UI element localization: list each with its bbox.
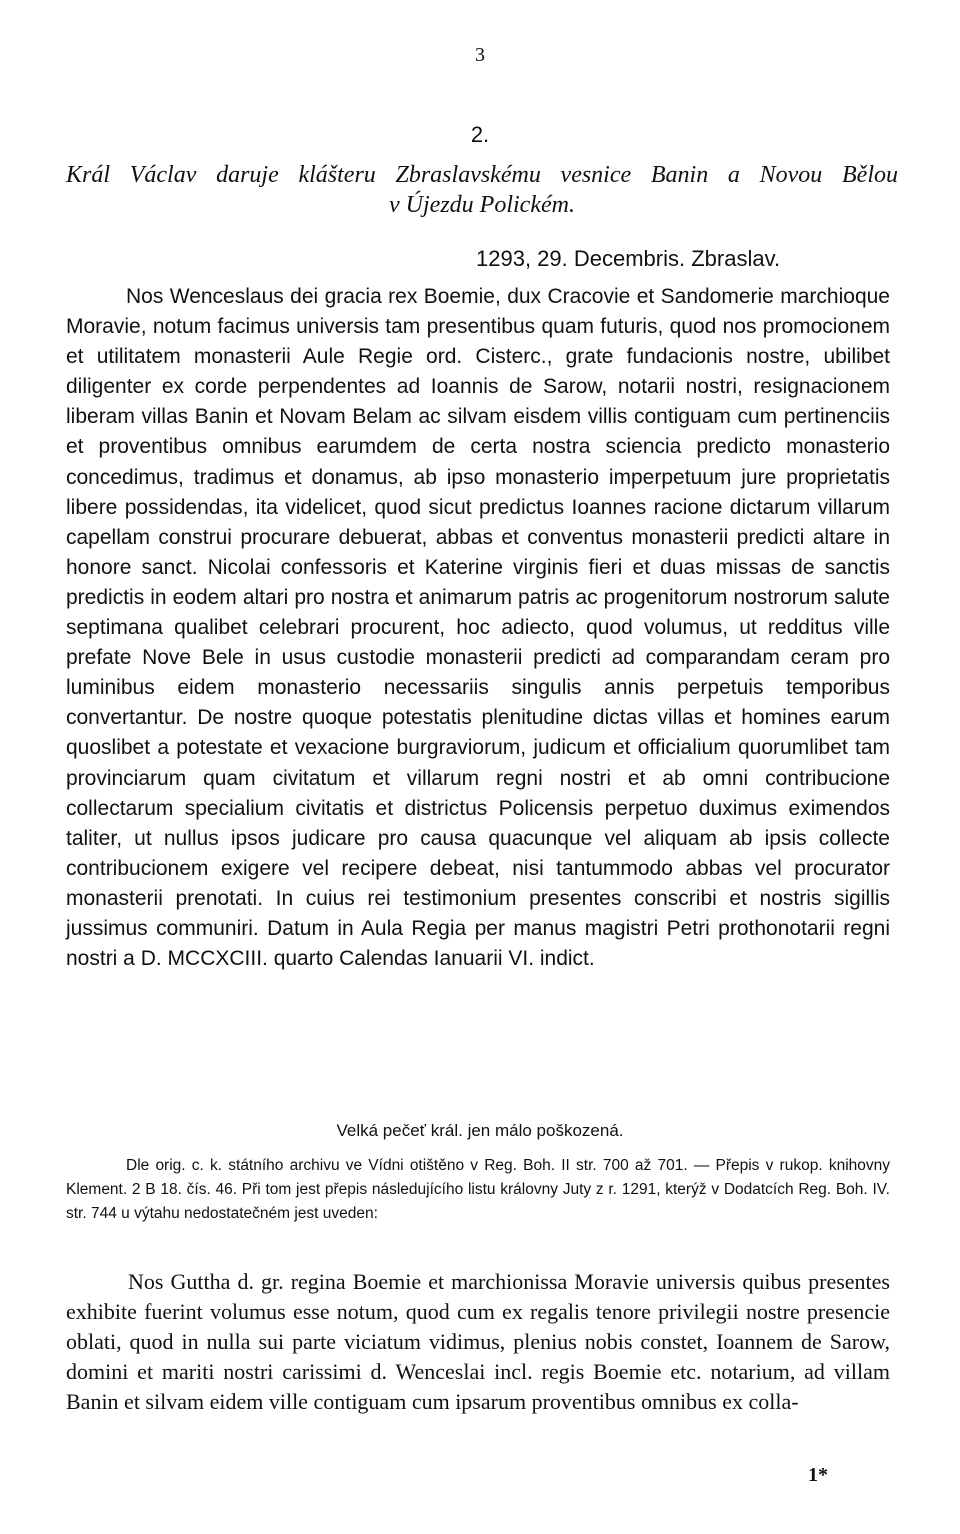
seal-note: Velká pečeť král. jen málo poškozená. xyxy=(336,1121,624,1140)
title-line-2: v Újezdu Polickém. xyxy=(389,192,575,218)
dateline: 1293, 29. Decembris. Zbraslav. xyxy=(476,246,781,271)
charter-text: Nos Wenceslaus dei gracia rex Boemie, dux Cracovie et Sandomerie marchioque Moravie, notum facimus universis tam presentibus quam futuris, quod nos promocionem et utilitatem monasterii Aule Regie ord. Cisterc., grate fundacionis nostre, ubilibet diligenter ex corde perpendentes ad Ioannis de Sarow, notarii nostri, resignacionem liberam villas Banin et Novam Belam ac silvam eisdem villis contiguam cum pertinenciis et proventibus omnibus earumdem de certa nostra sciencia predicto monasterio concedimus, tradimus et donamus, ab ipso monasterio imperpetuum jure proprietatis libere possidendas, ita videlicet, quod sicut predictus Ioannes racione dictarum villarum capellam construi procurare debuerat, abbas et conventus monasterii predicti altare in honore sanct. Nicolai confessoris et Katerine virginis fieri et duas missas de sanctis predictis in eodem altari pro nostra et animarum patris ac progenitorum nostrorum salute septimana qualibet celebrari procurent, hoc adiecto, quod volumus, ut redditus ville prefate Nove Bele in usus custodie monasterii predicti ad comparandam ceram pro luminibus eidem monasterio necessariis singulis annis perpetuis temporibus convertantur. De nostre quoque potestatis plenitudine dictas villas et homines earum quoslibet a potestate et vexacione burgraviorum, judicum et officialium quorumlibet tam provinciarum quam civitatum et villarum regni nostri et ab omni contribucione collectarum specialium civitatis et districtus Policensis perpetuo duximus eximendos taliter, ut nullus ipsos judicare pro causa quacunque vel aliquam ab ipsis collecte contribucionem exigere vel recipere debeat, nisi tantummodo abbas vel procurator monasterii prenotati. In cuius rei testimonium presentes conscribi et nostris sigillis jussimus communiri. Datum in Aula Regia per manus magistri Petri prothonotarii regni nostri a D. MCCXCIII. quarto Calendas Ianuarii VI. indict. xyxy=(66,285,890,971)
page-number: 3 xyxy=(475,44,485,66)
signature-mark: 1* xyxy=(808,1464,828,1486)
source-note: Dle orig. c. k. státního archivu ve Vídni otištěno v Reg. Boh. II str. 700 až 701. — Přepis v rukop. knihovny Klement. 2 B 18. čís. 46. Při tom jest přepis následujícího listu královny Juty z r. 1291, kterýž v Dodatcích Reg. Boh. IV. str. 744 u výtahu nedostatečném jest uveden: xyxy=(66,1157,890,1222)
document-number: 2. xyxy=(470,122,490,147)
appendix-text: Nos Guttha d. gr. regina Boemie et marchionissa Moravie universis quibus presentes exhibite fuerint volumus esse notum, quod cum ex regalis tenore privilegii nostre presencie oblati, quod in nulla sui parte viciatum vidimus, plenius nobis constet, Ioannem de Sarow, domini et mariti nostri carissimi d. Wenceslai incl. regis Boemie etc. notarium, ad villam Banin et silvam eidem ville contiguam cum ipsarum proventibus omnibus ex colla- xyxy=(66,1269,890,1414)
title-line-1: Král Václav daruje klášteru Zbraslavskému vesnice Banin a Novou Bělou xyxy=(66,162,898,188)
document-title xyxy=(66,160,898,220)
